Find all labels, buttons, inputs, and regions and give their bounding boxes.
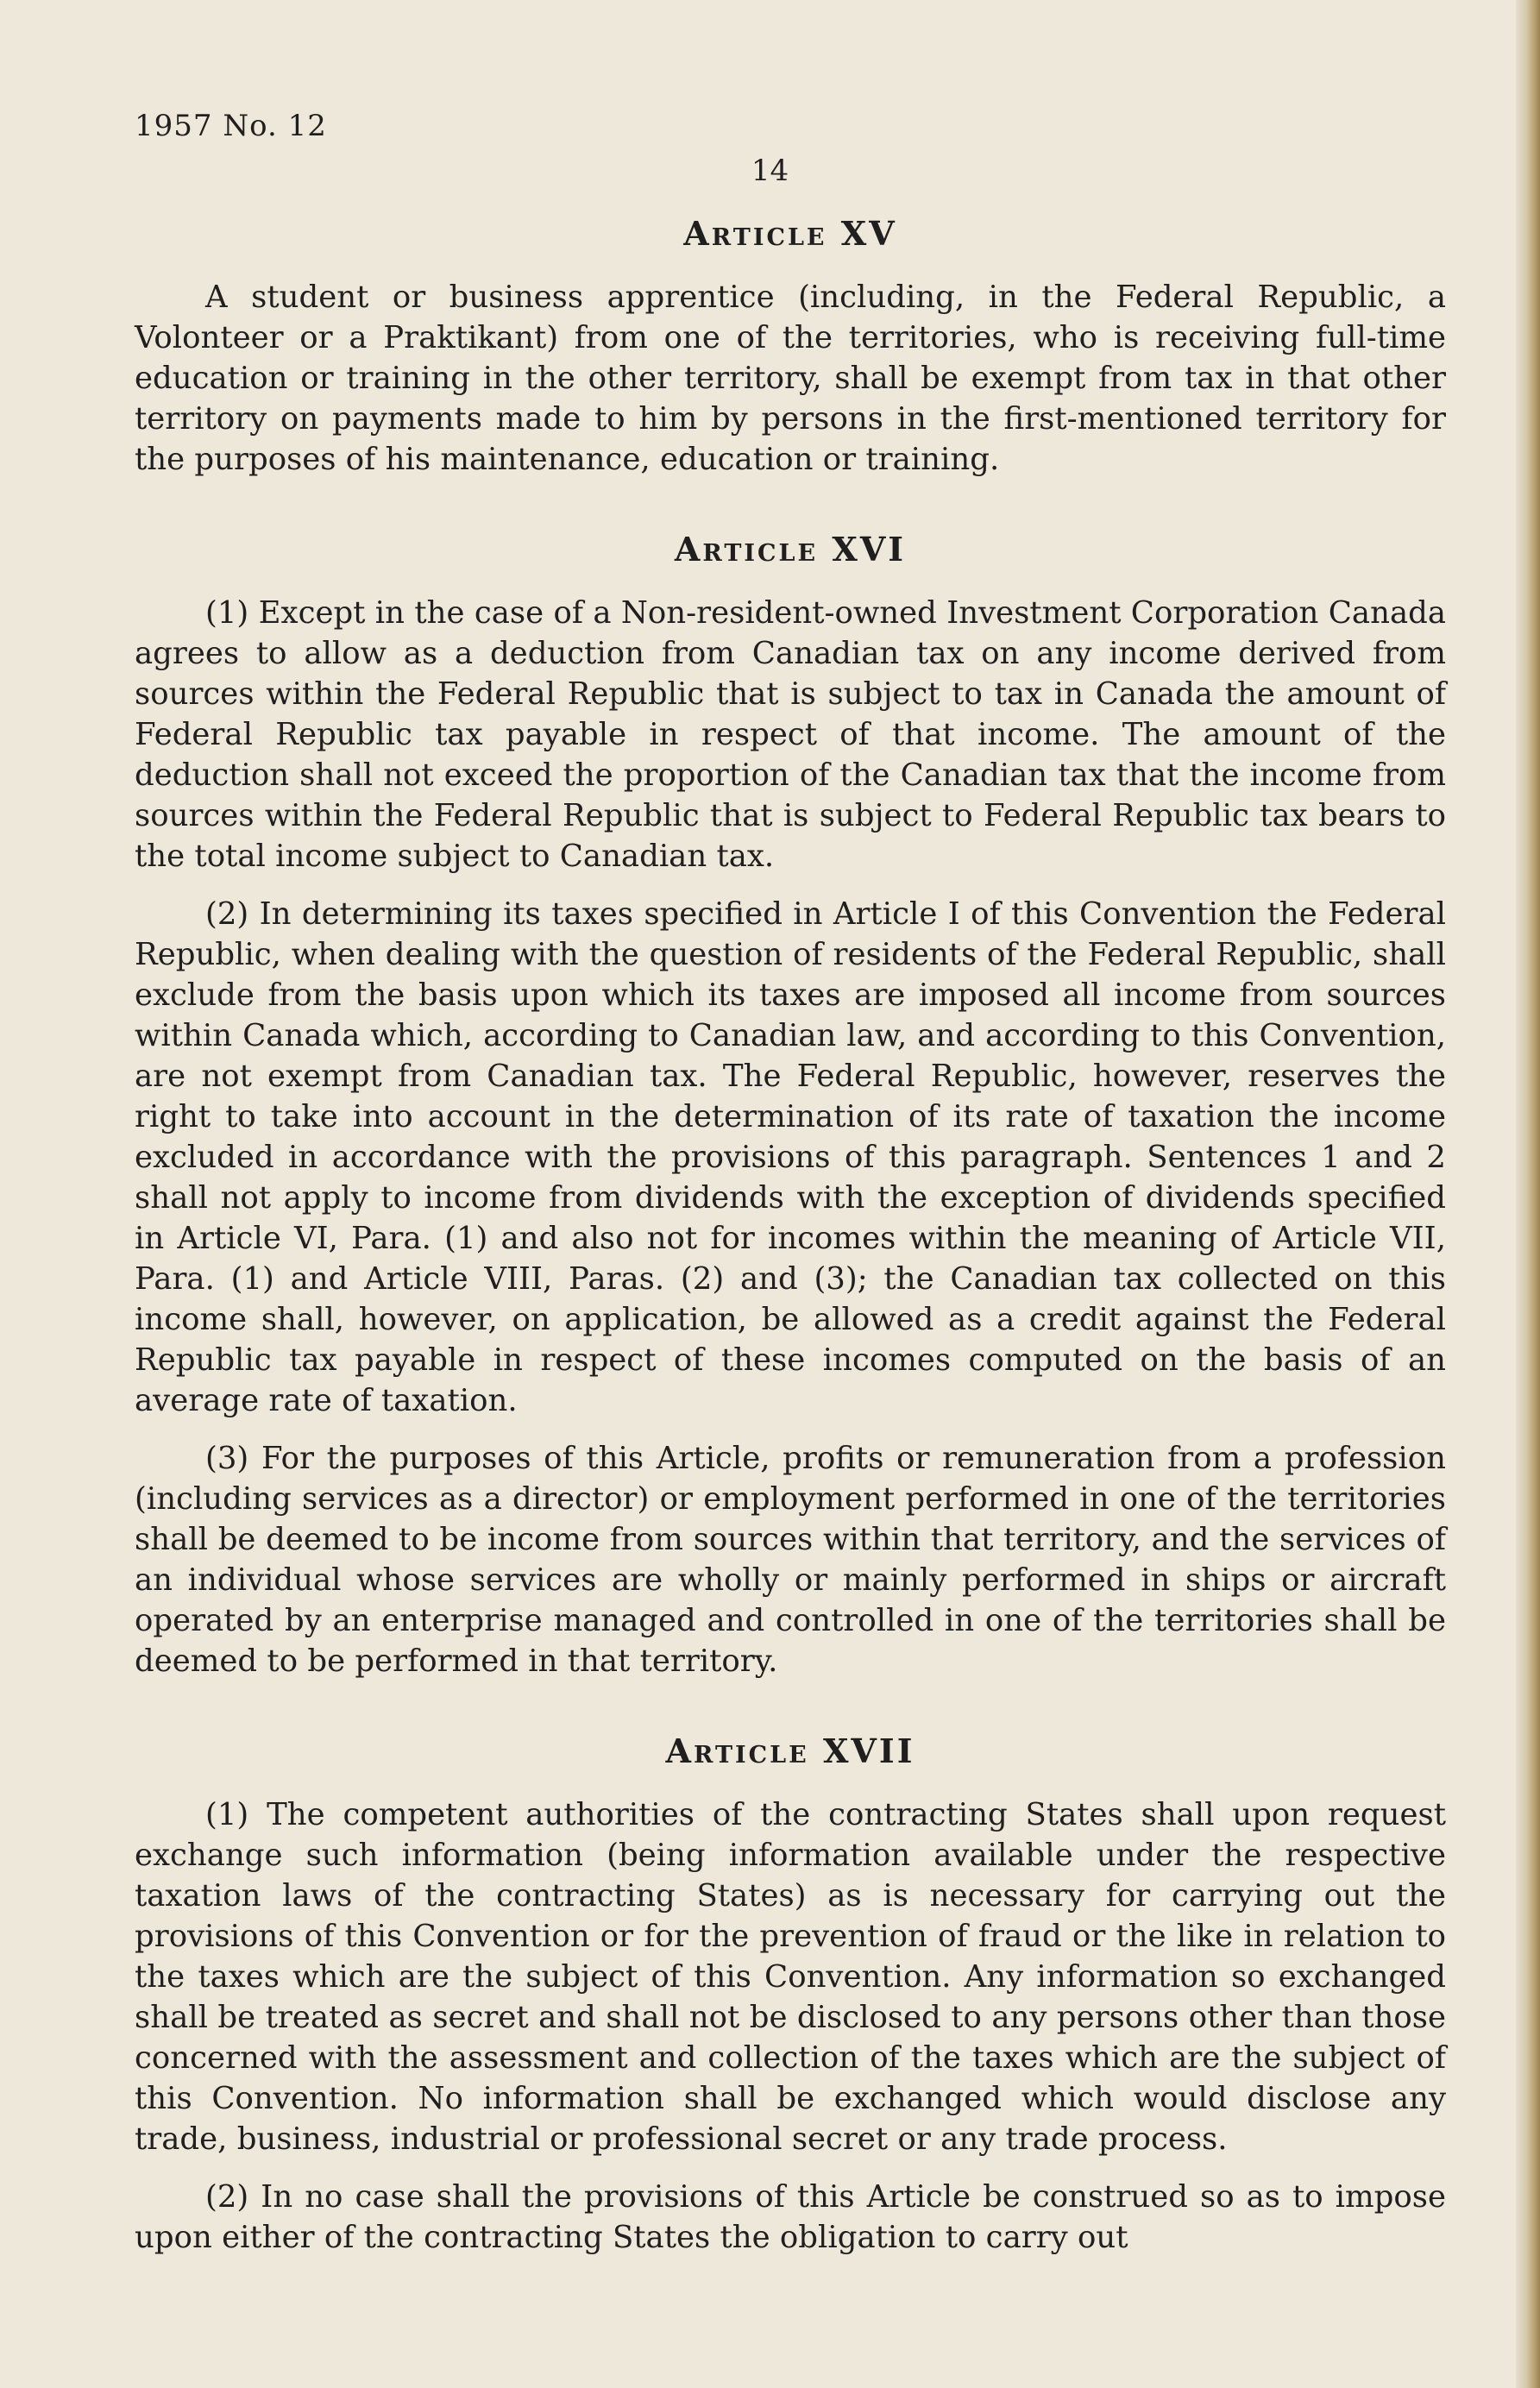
page-binding-edge: [1516, 0, 1540, 2388]
article-paragraph: (3) For the purposes of this Article, profits or remuneration from a profession (including services as a director) or employment performed in one of the territories shall be deemed to be income from sources within that territory, and the services of an individual whose services are wholly or mainly performed in ships or aircraft operated by an enterprise managed and controlled in one of the territories shall be deemed to be performed in that territory.: [135, 1441, 1446, 1679]
page-number: 14: [751, 154, 789, 188]
running-head: 1957 No. 12: [135, 109, 327, 143]
document-body: [135, 214, 1446, 2275]
article-xv: [135, 214, 1446, 480]
article-paragraph: A student or business apprentice (including, in the Federal Republic, a Volonteer or a Praktikant) from one of the territories, who is receiving full-time education or training in the other territory, shall be exempt from tax in that other territory on payments made to him by persons in the first-mentioned territory for the purposes of his maintenance, education or training.: [135, 280, 1446, 477]
article-title: Article XVI: [674, 530, 907, 569]
article-xvii: [135, 1731, 1446, 2258]
article-xvi: [135, 530, 1446, 1681]
article-title: Article XV: [683, 214, 897, 253]
article-paragraph: (2) In determining its taxes specified in Article I of this Convention the Federal Republic, when dealing with the question of residents of the Federal Republic, shall exclude from the basis upon which its taxes are imposed all income from sources within Canada which, according to Canadian law, and according to this Convention, are not exempt from Canadian tax. The Federal Republic, however, reserves the right to take into account in the determination of its rate of taxation the income excluded in accordance with the provisions of this paragraph. Sentences 1 and 2 shall not apply to income from dividends with the exception of dividends specified in Article VI, Para. (1) and also not for incomes within the meaning of Article VII, Para. (1) and Article VIII, Paras. (2) and (3); the Canadian tax collected on this income shall, however, on application, be allowed as a credit against the Federal Republic tax payable in respect of these incomes computed on the basis of an average rate of taxation.: [135, 896, 1446, 1418]
article-paragraph: (1) The competent authorities of the contracting States shall upon request exchange such information (being information available under the respective taxation laws of the contracting States) as is necessary for carrying out the provisions of this Convention or for the prevention of fraud or the like in relation to the taxes which are the subject of this Convention. Any information so exchanged shall be treated as secret and shall not be disclosed to any persons other than those concerned with the assessment and collection of the taxes which are the subject of this Convention. No information shall be exchanged which would disclose any trade, business, industrial or professional secret or any trade process.: [135, 1797, 1446, 2157]
article-paragraph: (1) Except in the case of a Non-resident-owned Investment Corporation Canada agrees to allow as a deduction from Canadian tax on any income derived from sources within the Federal Republic that is subject to tax in Canada the amount of Federal Republic tax payable in respect of that income. The amount of the deduction shall not exceed the proportion of the Canadian tax that the income from sources within the Federal Republic that is subject to Federal Republic tax bears to the total income subject to Canadian tax.: [135, 595, 1446, 874]
article-title: Article XVII: [665, 1731, 915, 1770]
article-paragraph: (2) In no case shall the provisions of this Article be construed so as to impose upon either of the contracting States the obligation to carry out: [135, 2179, 1446, 2255]
